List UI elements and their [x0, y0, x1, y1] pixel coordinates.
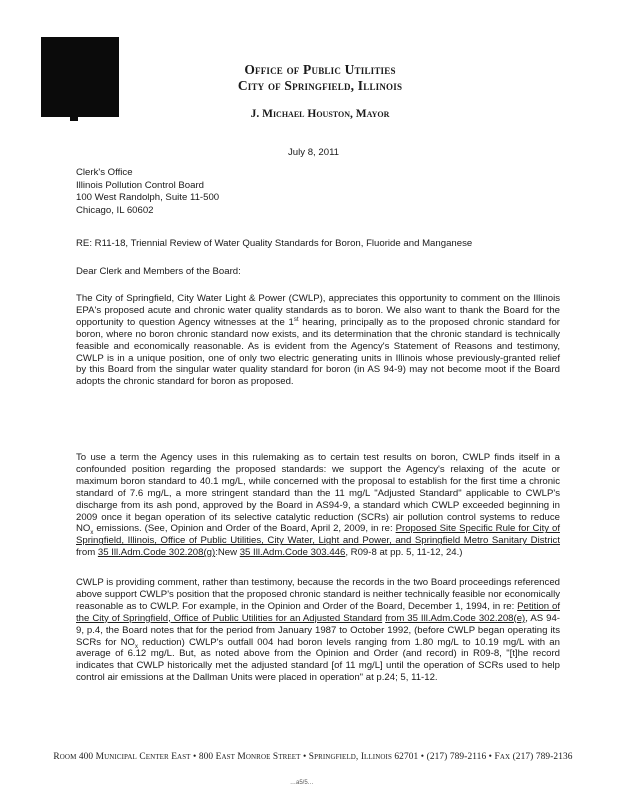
subject-line: RE: R11-18, Triennial Review of Water Quality Standards for Boron, Fluoride and Manganese [76, 238, 473, 249]
subscript: x [90, 530, 94, 537]
city-name: City of Springfield, Illinois [237, 78, 403, 93]
letter-date: July 8, 2011 [288, 147, 340, 158]
subscript: x [134, 643, 138, 650]
text-run: , R09-8 at pp. 5, 11-12, 24.) [345, 547, 463, 559]
text-run: :New [215, 547, 240, 559]
paragraph-3 [76, 577, 560, 684]
mayor-name: J. Michael Houston, Mayor [250, 108, 390, 120]
text-run: , AS 94-9, p.4, the Board notes that for the period from January 1987 to October 1992, (before CWLP began operating its SCRs for NO [76, 612, 561, 648]
salutation: Dear Clerk and Members of the Board: [76, 266, 241, 277]
text-run: from [76, 547, 98, 559]
case-citation: Petition of the City of Springfield, Office of Public Utilities for an Adjusted Standard [76, 600, 560, 624]
text-run: reduction) CWLP's outfall 004 had boron levels ranging from 1.80 mg/L to 10.19 mg/L with an average of 6.12 mg/L. But, as noted above from the Opinion and Order (and record) in R09-8, "[t]he record indicates that CWLP historically met the adjusted standard [of 11 mg/L] until the operation of SCRs used to help control air emissions at the Dallman Units were placed in operation" at p.24; 5, 11-12. [76, 636, 560, 684]
code-citation: from 35 Ill.Adm.Code 302.208(e) [385, 612, 526, 624]
office-name: Office of Public Utilities [244, 62, 396, 77]
seal-logo-mark [70, 117, 78, 121]
address-line: Chicago, IL 60602 [76, 204, 154, 216]
page-mark: …a5/5… [290, 780, 314, 786]
code-citation: 35 Ill.Adm.Code 303.446 [239, 547, 346, 559]
case-citation: Proposed Site Specific Rule for City of Springfield, Illinois, Office of Public Utilities, City Water, Light and Power, and Springfield Metro Sanitary District [76, 523, 560, 547]
text-run: The City of Springfield, City Water Light & Power (CWLP), appreciates this opportunity to comment on the Illinois EPA's proposed acute and chronic water quality standards as to boron. We also want to thank the Board for the opportunity to question Agency witnesses at the 1 [76, 293, 560, 328]
text-run: emissions. (See, Opinion and Order of the Board, April 2, 2009, in re: [93, 523, 396, 535]
footer-address: Room 400 Municipal Center East • 800 East Monroe Street • Springfield, Illinois 62701 • (217) 789-2116 • Fax (217) 789-2136 [53, 752, 573, 762]
recipient-address [76, 167, 219, 217]
paragraph-1 [76, 293, 560, 388]
paragraph-2 [76, 452, 560, 559]
superscript: st [293, 316, 299, 323]
text-run: CWLP is providing comment, rather than testimony, because the records in the two Board proceedings referenced above support CWLP's position that the proposed chronic standard is neither technically feasible nor economically reasonable as to CWLP. For example, in the Opinion and Order of the Board, December 1, 1994, in re: [76, 577, 560, 612]
letterhead [150, 62, 490, 121]
address-line: Illinois Pollution Control Board [76, 179, 204, 191]
address-line: Clerk's Office [76, 167, 133, 178]
seal-logo-block [41, 37, 119, 117]
text-run: hearing, principally as to the proposed chronic standard for boron, where no boron chronic standard now exists, and its determination that the chronic standard is technically feasible and economically reasonable. As is evident from the Agency's Statement of Reasons and testimony, CWLP is in a unique position, one of only two electric generating units in Illinois whose previously-granted relief by this Board from the singular water quality standard for boron (in AS 94-9) may not become moot if the Board adopts the chronic standard for boron as proposed. [76, 316, 560, 388]
code-citation: 35 Ill.Adm.Code 302.208(g) [97, 547, 216, 559]
address-line: 100 West Randolph, Suite 11-500 [76, 192, 220, 204]
text-run: To use a term the Agency uses in this rulemaking as to certain test results on boron, CWLP finds itself in a confounded position regarding the proposed standards: we support the Agency's relaxing of the acute or maximum boron standard to 40.1 mg/L, while concerned with the proposal to establish for the first time a chronic standard of 7.6 mg/L, a more stringent standard than the 11 mg/L "Adjusted Standard" applicable to CWLP's discharge from its ash pond, approved by the Board in AS94-9, a standard which CWLP exceeded beginning in 2009 once it began operation of its selective catalytic reduction (SCRs) air pollution control systems to reduce NO [76, 452, 560, 535]
